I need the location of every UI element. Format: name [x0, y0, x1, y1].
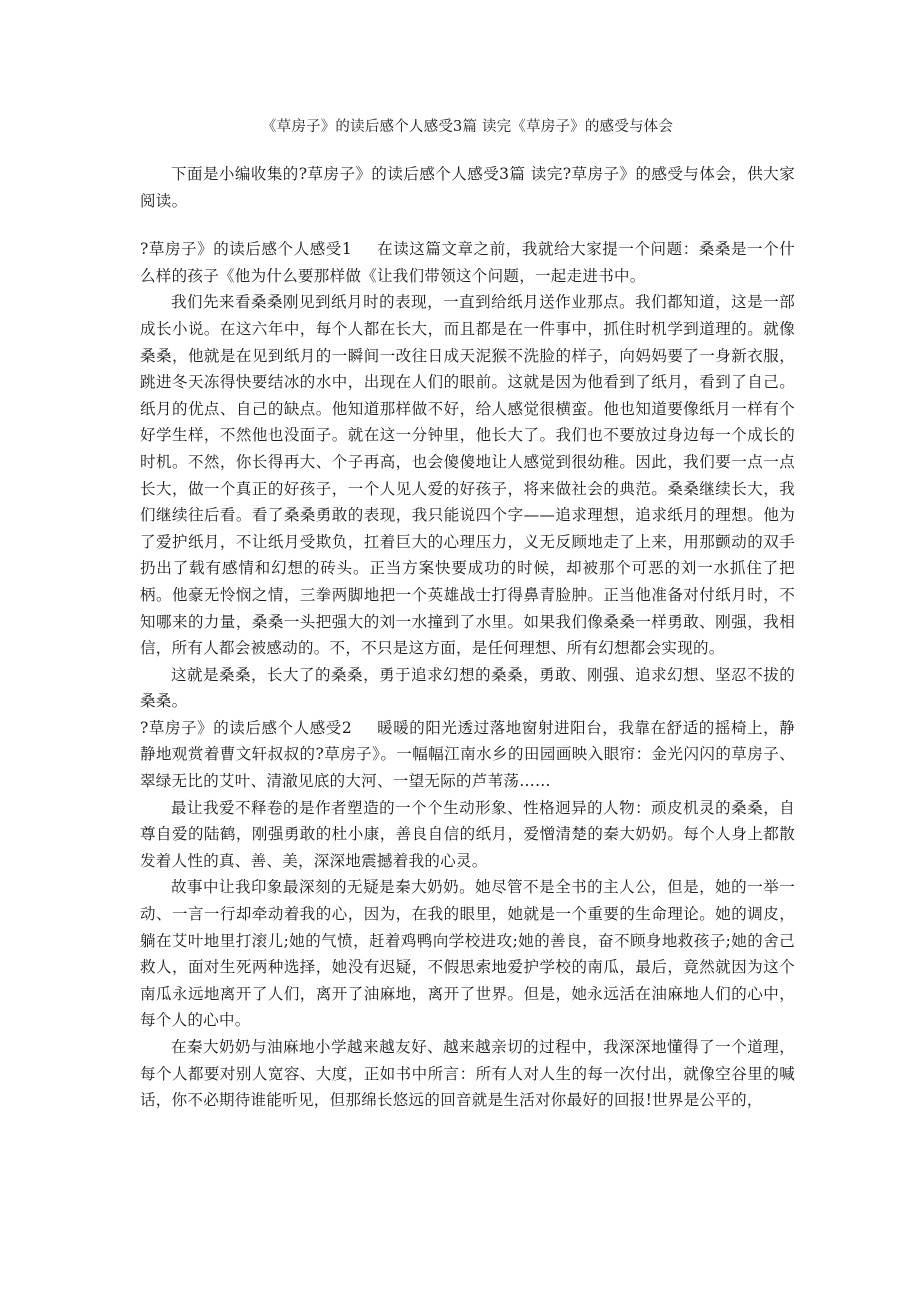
- document-page: [140, 113, 795, 1114]
- review-2-heading: ?草房子》的读后感个人感受2: [140, 718, 353, 737]
- review-2-lead: 暖暖的阳光透过落地窗射进阳台，我靠在舒适的摇椅上，静静地观赏着曹文轩叔叔的?草房子》。一幅幅江南水乡的田园画映入眼帘：金光闪闪的草房子、翠绿无比的艾叶、清澈见底的大河、一望无际的芦苇荡……: [140, 718, 795, 791]
- review-1-lead: 在读这篇文章之前，我就给大家提一个问题：桑桑是一个什么样的孩子《他为什么要那样做《让我们带领这个问题，一起走进书中。: [140, 240, 795, 285]
- review-2-paragraph-1: 最让我爱不释卷的是作者塑造的一个个生动形象、性格迥异的人物：顽皮机灵的桑桑，自尊自爱的陆鹤，刚强勇敢的杜小康，善良自信的纸月，爱憎清楚的秦大奶奶。每个人身上都散发着人性的真、善、美，深深地震撼着我的心灵。: [140, 798, 795, 870]
- document-title: 《草房子》的读后感个人感受3篇 读完《草房子》的感受与体会: [261, 119, 674, 135]
- review-1-paragraph-2: 这就是桑桑，长大了的桑桑，勇于追求幻想的桑桑，勇敢、刚强、追求幻想、坚忍不拔的桑桑。: [140, 665, 795, 711]
- intro-paragraph: 下面是小编收集的?草房子》的读后感个人感受3篇 读完?草房子》的感受与体会，供大家阅读。: [140, 165, 795, 210]
- review-1-opening: [140, 236, 795, 289]
- review-2-paragraph-2: 故事中让我印象最深刻的无疑是秦大奶奶。她尽管不是全书的主人公，但是，她的一举一动、一言一行却牵动着我的心，因为，在我的眼里，她就是一个重要的生命理论。她的调皮，躺在艾叶地里打滚儿;她的气愤，赶着鸡鸭向学校进攻;她的善良，奋不顾身地救孩子;她的舍己救人，面对生死两种选择，她没有迟疑，不假思索地爱护学校的南瓜，最后，竟然就因为这个南瓜永远地离开了人们，离开了油麻地，离开了世界。但是，她永远活在油麻地人们的心中，每个人的心中。: [140, 878, 795, 1030]
- review-1-heading: ?草房子》的读后感个人感受1: [140, 240, 353, 259]
- review-2-paragraph-3: 在秦大奶奶与油麻地小学越来越友好、越来越亲切的过程中，我深深地懂得了一个道理，每个人都要对别人宽容、大度，正如书中所言：所有人对人生的每一次付出，就像空谷里的喊话，你不必期待谁能听见，但那绵长悠远的回音就是生活对你最好的回报!世界是公平的，: [140, 1038, 795, 1110]
- review-2-opening: [140, 715, 795, 795]
- review-1-paragraph-1: 我们先来看桑桑刚见到纸月时的表现，一直到给纸月送作业那点。我们都知道，这是一部成长小说。在这六年中，每个人都在长大，而且都是在一件事中，抓住时机学到道理的。就像桑桑，他就是在见到纸月的一瞬间一改往日成天泥猴不洗脸的样子，向妈妈要了一身新衣服，跳进冬天冻得快要结冰的水中，出现在人们的眼前。这就是因为他看到了纸月，看到了自己。纸月的优点、自己的缺点。他知道那样做不好，给人感觉很横蛮。他也知道要像纸月一样有个好学生样，不然他也没面子。就在这一分钟里，他长大了。我们也不要放过身边每一个成长的时机。不然，你长得再大、个子再高，也会傻傻地让人感觉到很幼稚。因此，我们要一点一点长大，做一个真正的好孩子，一个人见人爱的好孩子，将来做社会的典范。桑桑继续长大，我们继续往后看。看了桑桑勇敢的表现，我只能说四个字——追求理想，追求纸月的理想。他为了爱护纸月，不让纸月受欺负，扛着巨大的心理压力，义无反顾地走了上来，用那颤动的双手扔出了载有感情和幻想的砖头。正当方案快要成功的时候，却被那个可恶的刘一水抓住了把柄。他豪无怜悯之情，三拳两脚地把一个英雄战士打得鼻青脸肿。正当他准备对付纸月时，不知哪来的力量，桑桑一头把强大的刘一水撞到了水里。如果我们像桑桑一样勇敢、刚强，我相信，所有人都会被感动的。不，不只是这方面，是任何理想、所有幻想都会实现的。: [140, 293, 795, 658]
